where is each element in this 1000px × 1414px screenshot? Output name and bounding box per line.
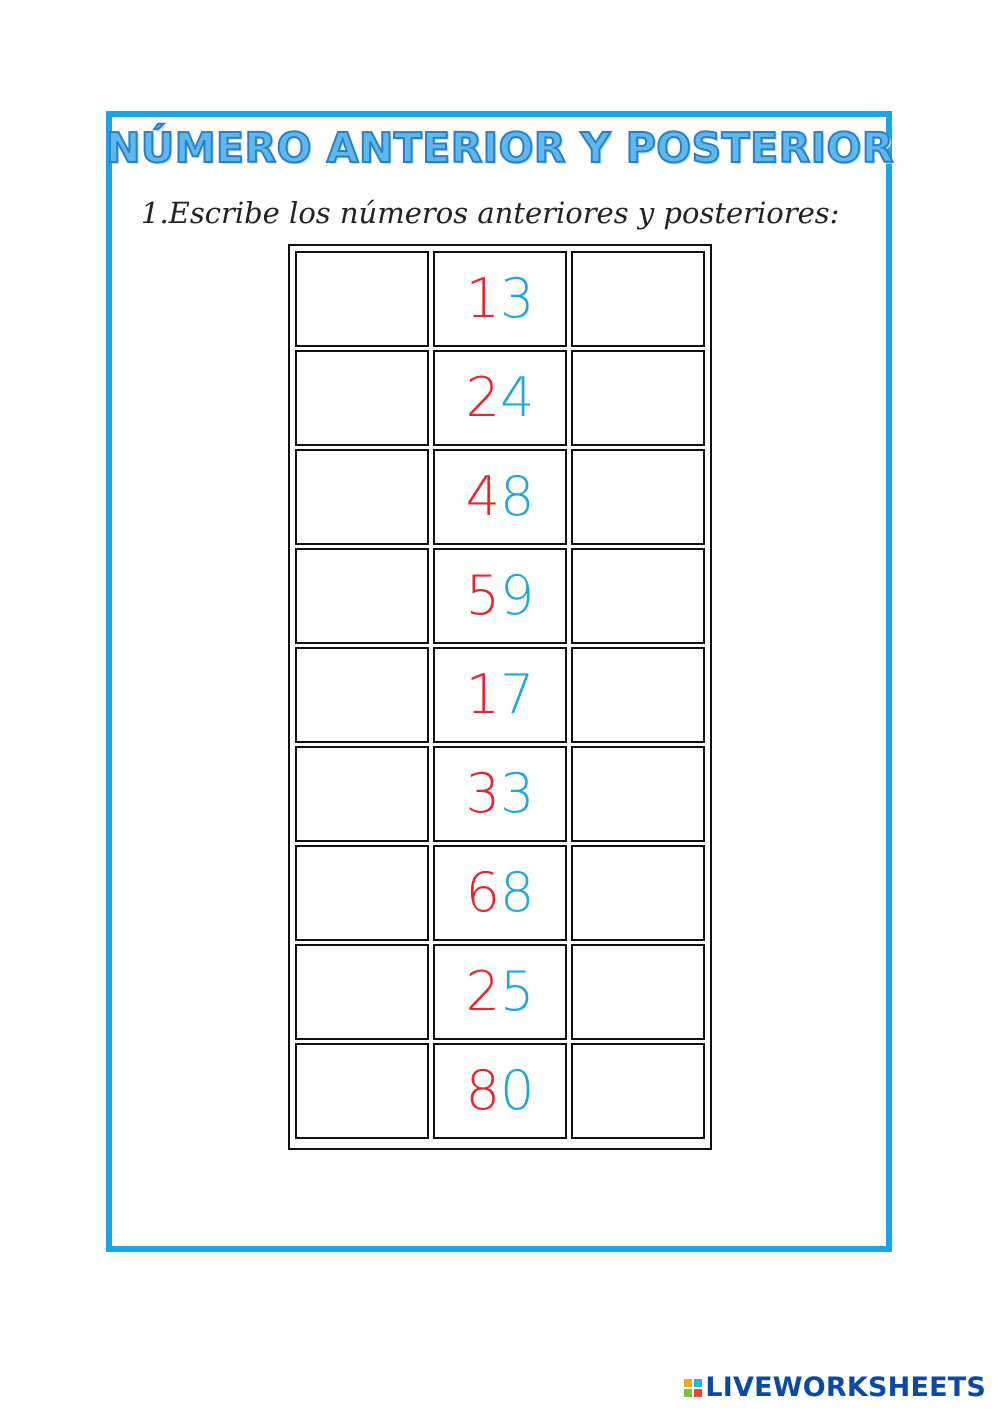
units-digit: 8 [500, 465, 535, 528]
answer-box-after[interactable] [571, 746, 705, 842]
given-number-cell [433, 1043, 567, 1139]
tens-digit: 5 [465, 564, 500, 627]
given-number-cell [433, 647, 567, 743]
liveworksheets-logo-icon [684, 1379, 702, 1397]
answer-box-before[interactable] [295, 350, 429, 446]
units-digit: 3 [500, 762, 535, 825]
answer-box-after[interactable] [571, 548, 705, 644]
given-number-cell [433, 548, 567, 644]
units-digit: 5 [500, 960, 535, 1023]
given-number-cell [433, 944, 567, 1040]
tens-digit: 1 [465, 663, 500, 726]
answer-box-before[interactable] [295, 1043, 429, 1139]
units-digit: 0 [500, 1059, 535, 1122]
given-number-cell [433, 350, 567, 446]
tens-digit: 1 [465, 267, 500, 330]
answer-box-before[interactable] [295, 647, 429, 743]
tens-digit: 6 [465, 861, 500, 924]
answer-box-after[interactable] [571, 449, 705, 545]
units-digit: 4 [500, 366, 535, 429]
worksheet-title: NÚMERO ANTERIOR Y POSTERIOR [106, 124, 894, 172]
answer-box-after[interactable] [571, 647, 705, 743]
tens-digit: 2 [465, 366, 500, 429]
tens-digit: 3 [465, 762, 500, 825]
brand-name: LIVEWORKSHEETS [705, 1372, 986, 1403]
tens-digit: 2 [465, 960, 500, 1023]
units-digit: 8 [500, 861, 535, 924]
answer-box-before[interactable] [295, 548, 429, 644]
answer-box-before[interactable] [295, 746, 429, 842]
given-number-cell [433, 449, 567, 545]
units-digit: 9 [500, 564, 535, 627]
tens-digit: 8 [465, 1059, 500, 1122]
tens-digit: 4 [465, 465, 500, 528]
number-grid [288, 244, 712, 1150]
given-number-cell [433, 845, 567, 941]
liveworksheets-footer[interactable] [684, 1372, 986, 1403]
answer-box-after[interactable] [571, 1043, 705, 1139]
answer-box-before[interactable] [295, 845, 429, 941]
instruction-text: 1.Escribe los números anteriores y posteriores: [141, 196, 840, 230]
answer-box-after[interactable] [571, 251, 705, 347]
units-digit: 3 [500, 267, 535, 330]
answer-box-after[interactable] [571, 944, 705, 1040]
given-number-cell [433, 746, 567, 842]
given-number-cell [433, 251, 567, 347]
answer-box-before[interactable] [295, 251, 429, 347]
answer-box-after[interactable] [571, 350, 705, 446]
answer-box-before[interactable] [295, 944, 429, 1040]
units-digit: 7 [500, 663, 535, 726]
answer-box-after[interactable] [571, 845, 705, 941]
answer-box-before[interactable] [295, 449, 429, 545]
